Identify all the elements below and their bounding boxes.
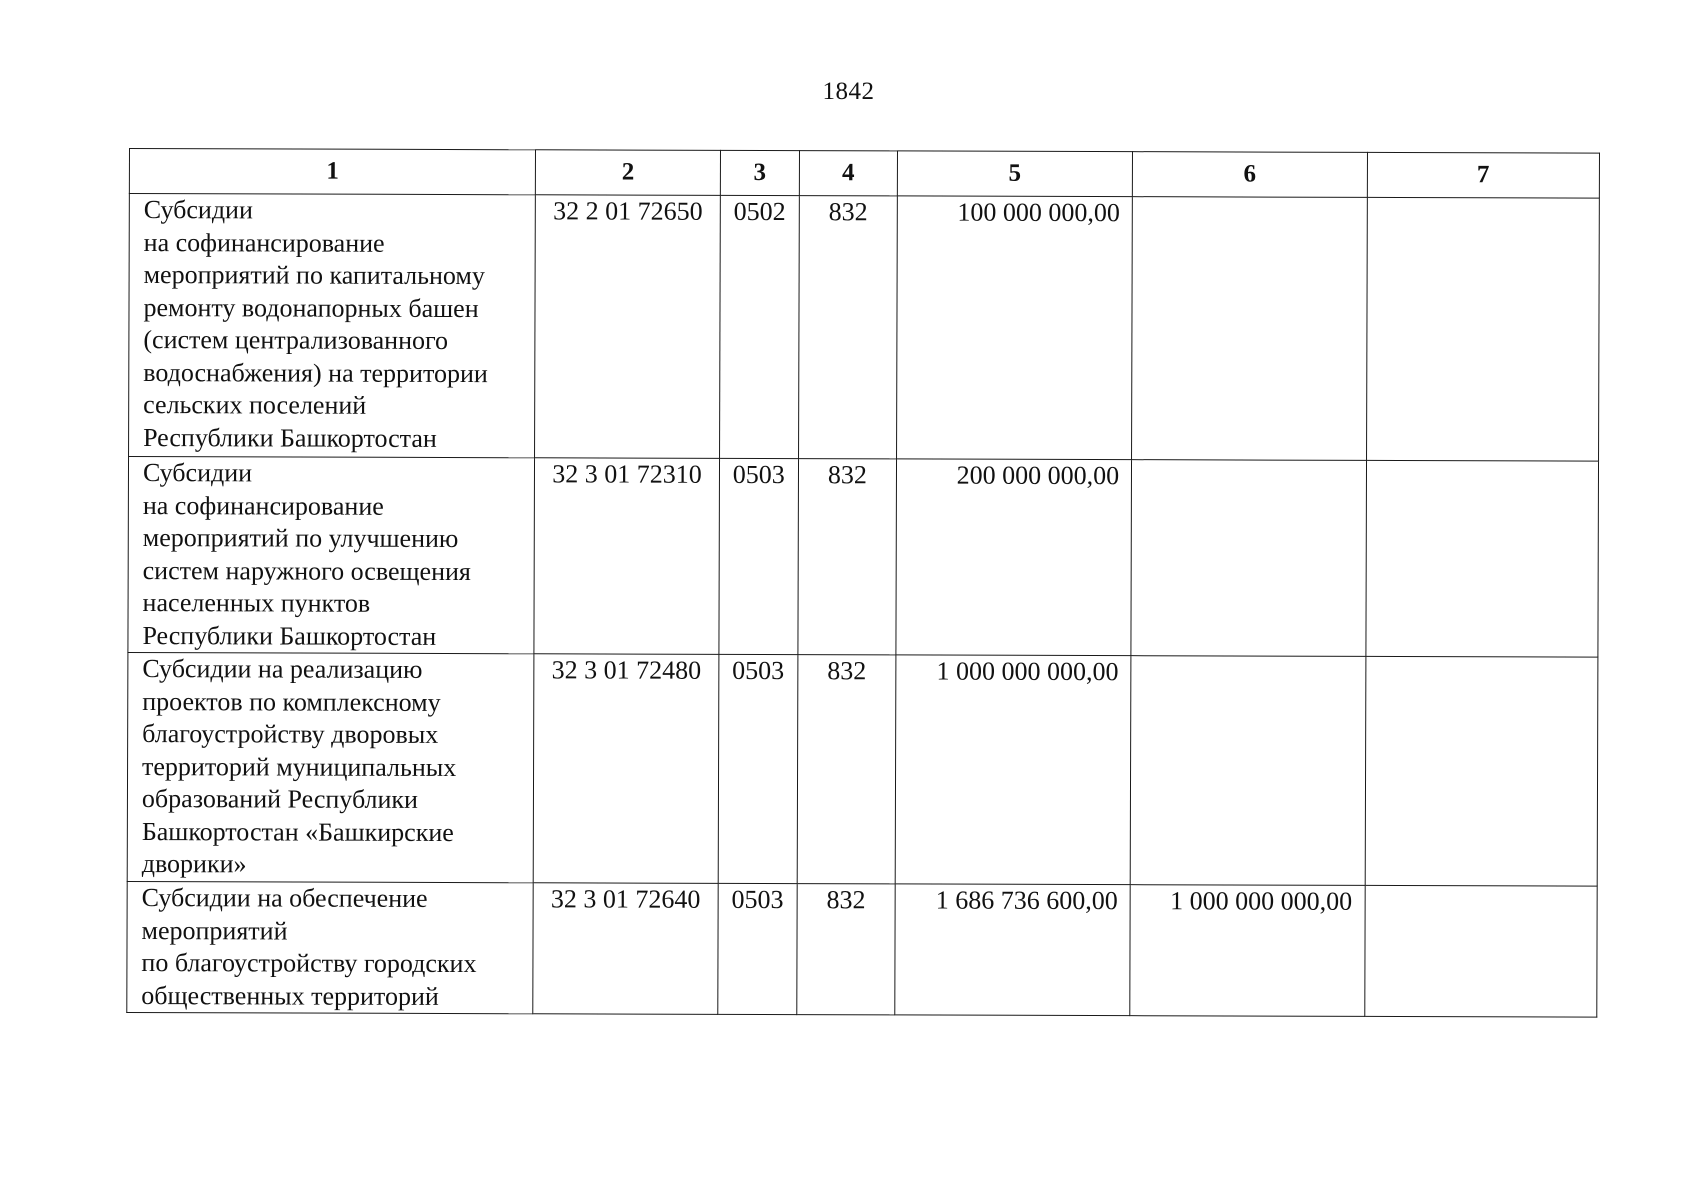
row-amount-col7	[1366, 197, 1599, 461]
row-amount-col6	[1132, 197, 1367, 461]
column-header-2: 2	[536, 150, 720, 196]
page-number: 1842	[822, 78, 875, 105]
row-kcsr: 32 2 01 72650	[535, 195, 720, 459]
row-amount-col7	[1365, 460, 1598, 657]
budget-table	[126, 148, 1600, 1018]
row-kcsr: 32 3 01 72640	[533, 883, 718, 1015]
row-amount-col5: 1 000 000 000,00	[895, 655, 1131, 885]
table-row	[127, 881, 1597, 1017]
row-name: Субсидии на реализацию проектов по комплексному благоустройству дворовых территорий муниципальных образований Республики Башкортостан «Башкирские дворики»	[127, 652, 534, 882]
row-kvr: 832	[797, 884, 895, 1015]
column-header-3: 3	[720, 150, 800, 195]
row-section: 0503	[718, 654, 798, 883]
row-kvr: 832	[799, 196, 897, 459]
column-header-6: 6	[1132, 152, 1367, 198]
row-kcsr: 32 3 01 72480	[534, 654, 719, 884]
row-amount-col7	[1364, 885, 1597, 1017]
row-kvr: 832	[797, 655, 895, 884]
row-section: 0503	[717, 883, 797, 1014]
row-name: Субсидии на обеспечение мероприятий по благоустройству городских общественных территорий	[127, 881, 534, 1013]
row-kvr: 832	[798, 459, 896, 655]
row-amount-col6: 1 000 000 000,00	[1130, 885, 1365, 1017]
column-header-1: 1	[129, 149, 536, 195]
row-amount-col6	[1130, 656, 1365, 886]
table-row	[129, 194, 1600, 462]
row-name: Субсидии на софинансирование мероприятий по улучшению систем наружного освещения населенных пунктов Республики Башкортостан	[128, 457, 535, 654]
table-row	[128, 457, 1599, 658]
table-header-row	[129, 149, 1599, 199]
row-amount-col5: 100 000 000,00	[896, 196, 1132, 460]
row-amount-col6	[1131, 460, 1366, 657]
row-amount-col5: 200 000 000,00	[896, 459, 1132, 656]
table-row	[127, 652, 1598, 886]
row-section: 0503	[719, 458, 799, 654]
row-amount-col5: 1 686 736 600,00	[894, 884, 1130, 1016]
row-name: Субсидии на софинансирование мероприятий по капитальному ремонту водонапорных башен (систем централизованного водоснабжения) на территории сельских поселений Республики Башкортостан	[129, 194, 536, 458]
row-section: 0502	[719, 195, 799, 458]
column-header-4: 4	[799, 151, 897, 196]
row-amount-col7	[1365, 656, 1598, 886]
column-header-7: 7	[1367, 152, 1600, 198]
row-kcsr: 32 3 01 72310	[534, 458, 719, 655]
column-header-5: 5	[897, 151, 1133, 197]
